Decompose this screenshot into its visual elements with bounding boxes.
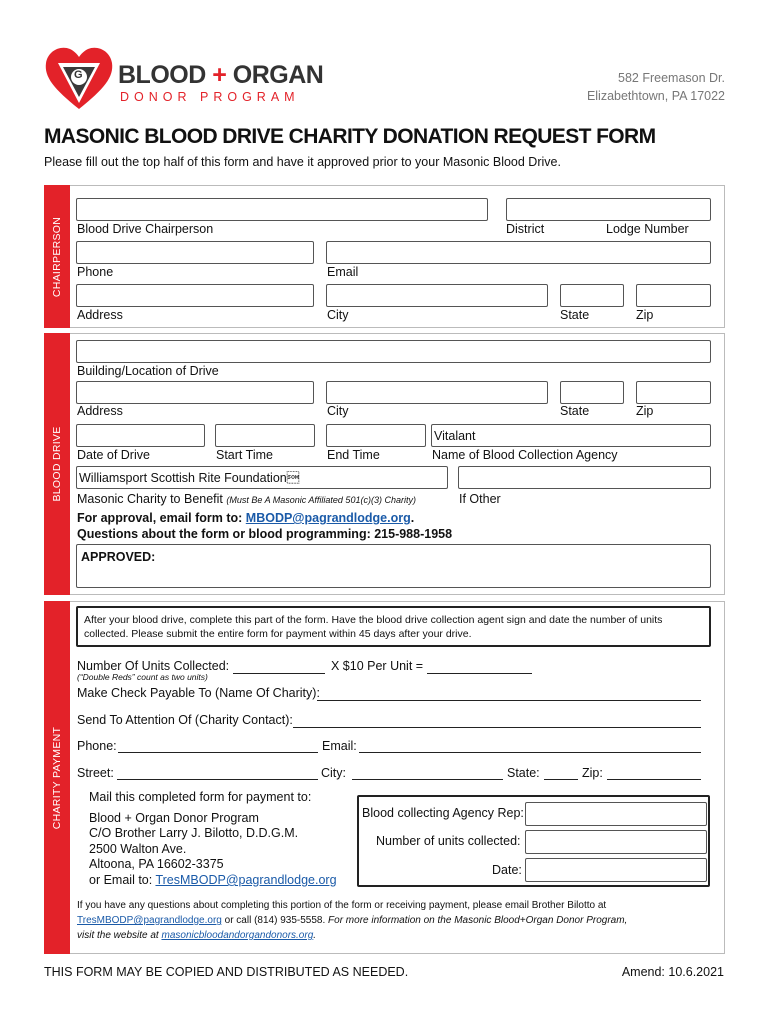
lodge-number-label: Lodge Number: [606, 222, 689, 236]
charity-label: Masonic Charity to Benefit (Must Be A Masonic Affiliated 501(c)(3) Charity): [77, 492, 416, 506]
approval-email-link[interactable]: MBODP@pagrandlodge.org: [245, 511, 411, 525]
chairperson-sidebar: CHAIRPERSON: [44, 185, 70, 328]
approval-note: For approval, email form to: MBODP@pagrandlodge.org.: [77, 511, 415, 525]
mail-line4: Altoona, PA 16602-3375: [89, 857, 224, 871]
charity-value: Williamsport Scottish Rite Foundation: [79, 471, 300, 485]
units-collected-label: Number of units collected:: [376, 834, 521, 848]
chairperson-input[interactable]: [76, 198, 488, 221]
agency-input[interactable]: [431, 424, 711, 447]
date-label: Date of Drive: [77, 448, 150, 462]
phone-input[interactable]: [76, 241, 314, 264]
logo-letter: G: [74, 69, 83, 81]
footer-email-link[interactable]: TresMBODP@pagrandlodge.org: [77, 915, 222, 926]
start-time-label: Start Time: [216, 448, 273, 462]
blood-drive-sidebar: BLOOD DRIVE: [44, 333, 70, 595]
attention-label: Send To Attention Of (Charity Contact):: [77, 713, 293, 727]
if-other-label: If Other: [459, 492, 501, 506]
approved-box[interactable]: [76, 544, 711, 588]
building-label: Building/Location of Drive: [77, 364, 219, 378]
zip-label: Zip: [636, 308, 654, 322]
mail-email: or Email to: TresMBODP@pagrandlodge.org: [89, 873, 337, 887]
state-input[interactable]: [560, 284, 624, 307]
payment-email-label: Email:: [322, 739, 357, 753]
end-time-label: End Time: [327, 448, 380, 462]
copy-note: THIS FORM MAY BE COPIED AND DISTRIBUTED AS NEEDED.: [44, 965, 409, 979]
questions-note: Questions about the form or blood programming: 215-988-1958: [77, 527, 453, 541]
payment-email-field[interactable]: [359, 752, 701, 753]
payment-city-label: City:: [321, 766, 346, 780]
page-subtitle: Please fill out the top half of this form and have it approved prior to your Masonic Blood Drive.: [44, 155, 561, 169]
mail-line3: 2500 Walton Ave.: [89, 842, 187, 856]
address-input[interactable]: [76, 284, 314, 307]
charity-input[interactable]: [76, 466, 448, 489]
double-reds-note: (“Double Reds” count as two units): [77, 672, 208, 682]
email-input[interactable]: [326, 241, 711, 264]
payment-footer-note: If you have any questions about completing this portion of the form or receiving payment, please email Brother Bilotto at TresMBODP@pagrandlodge.org or call (814) 935-5558. For more information on the Masonic Blood+Organ Donor Program, visit the website at masonicbloodandorgandonors.org.: [77, 900, 628, 941]
drive-state-label: State: [560, 404, 590, 418]
payable-field[interactable]: [317, 700, 701, 701]
chairperson-label: Blood Drive Chairperson: [77, 222, 214, 236]
rep-label: Blood collecting Agency Rep:: [362, 806, 524, 820]
payment-state-label: State:: [507, 766, 540, 780]
payment-state-field[interactable]: [544, 779, 578, 780]
org-address-line1: 582 Freemason Dr.: [618, 71, 725, 85]
payment-zip-field[interactable]: [607, 779, 701, 780]
rep-date-label: Date:: [492, 863, 522, 877]
charity-other-input[interactable]: [458, 466, 711, 489]
payable-label: Make Check Payable To (Name Of Charity):: [77, 686, 320, 700]
rate-label: X $10 Per Unit =: [331, 659, 424, 673]
rep-input[interactable]: [525, 802, 707, 826]
brand-plus: +: [212, 61, 227, 89]
approved-label: APPROVED:: [81, 550, 156, 564]
amend-date: Amend: 10.6.2021: [621, 965, 724, 979]
org-address-line2: Elizabethtown, PA 17022: [586, 89, 725, 103]
payment-zip-label: Zip:: [582, 766, 603, 780]
start-time-input[interactable]: [215, 424, 315, 447]
total-field[interactable]: [427, 673, 532, 674]
payment-phone-label: Phone:: [77, 739, 117, 753]
city-label: City: [327, 308, 349, 322]
drive-address-label: Address: [77, 404, 123, 418]
drive-city-label: City: [327, 404, 349, 418]
attention-field[interactable]: [293, 727, 701, 728]
payment-instructions: After your blood drive, complete this part of the form. Have the blood drive collection agent sign and date the number of units collected. Please submit the entire form for payment within 45 days after your drive.: [84, 614, 663, 640]
district-input[interactable]: [506, 198, 711, 221]
agency-rep-box: [357, 795, 710, 887]
brand-blood: BLOOD: [118, 61, 206, 89]
rep-date-input[interactable]: [525, 858, 707, 882]
charity-note: (Must Be A Masonic Affiliated 501(c)(3) Charity): [226, 495, 416, 505]
brand-organ: ORGAN: [232, 61, 324, 89]
mail-heading: Mail this completed form for payment to:: [89, 790, 312, 804]
zip-input[interactable]: [636, 284, 711, 307]
drive-zip-input[interactable]: [636, 381, 711, 404]
drive-city-input[interactable]: [326, 381, 548, 404]
logo: [44, 45, 344, 115]
phone-label: Phone: [77, 265, 114, 279]
drive-state-input[interactable]: [560, 381, 624, 404]
email-label: Email: [327, 265, 359, 279]
end-time-input[interactable]: [326, 424, 426, 447]
payment-sidebar: CHARITY PAYMENT: [44, 601, 70, 954]
city-input[interactable]: [326, 284, 548, 307]
date-input[interactable]: [76, 424, 205, 447]
page-title: MASONIC BLOOD DRIVE CHARITY DONATION REQUEST FORM: [44, 125, 656, 148]
mail-line1: Blood + Organ Donor Program: [89, 811, 259, 825]
agency-value: Vitalant: [434, 429, 476, 443]
district-label: District: [506, 222, 545, 236]
units-collected-input[interactable]: [525, 830, 707, 854]
state-label: State: [560, 308, 590, 322]
footer-site-link[interactable]: masonicbloodandorgandonors.org: [161, 930, 314, 941]
building-input[interactable]: [76, 340, 711, 363]
payment-instructions-box: [76, 606, 711, 647]
drive-zip-label: Zip: [636, 404, 654, 418]
payment-city-field[interactable]: [352, 779, 503, 780]
mail-line2: C/O Brother Larry J. Bilotto, D.D.G.M.: [89, 826, 299, 840]
payment-phone-field[interactable]: [118, 752, 318, 753]
brand-subtitle: DONOR PROGRAM: [120, 90, 300, 104]
agency-label: Name of Blood Collection Agency: [432, 448, 618, 462]
address-label: Address: [77, 308, 123, 322]
street-field[interactable]: [117, 779, 318, 780]
street-label: Street:: [77, 766, 114, 780]
mail-email-link[interactable]: TresMBODP@pagrandlodge.org: [155, 873, 337, 887]
units-field[interactable]: [233, 673, 325, 674]
drive-address-input[interactable]: [76, 381, 314, 404]
units-label: Number Of Units Collected:: [77, 659, 230, 673]
